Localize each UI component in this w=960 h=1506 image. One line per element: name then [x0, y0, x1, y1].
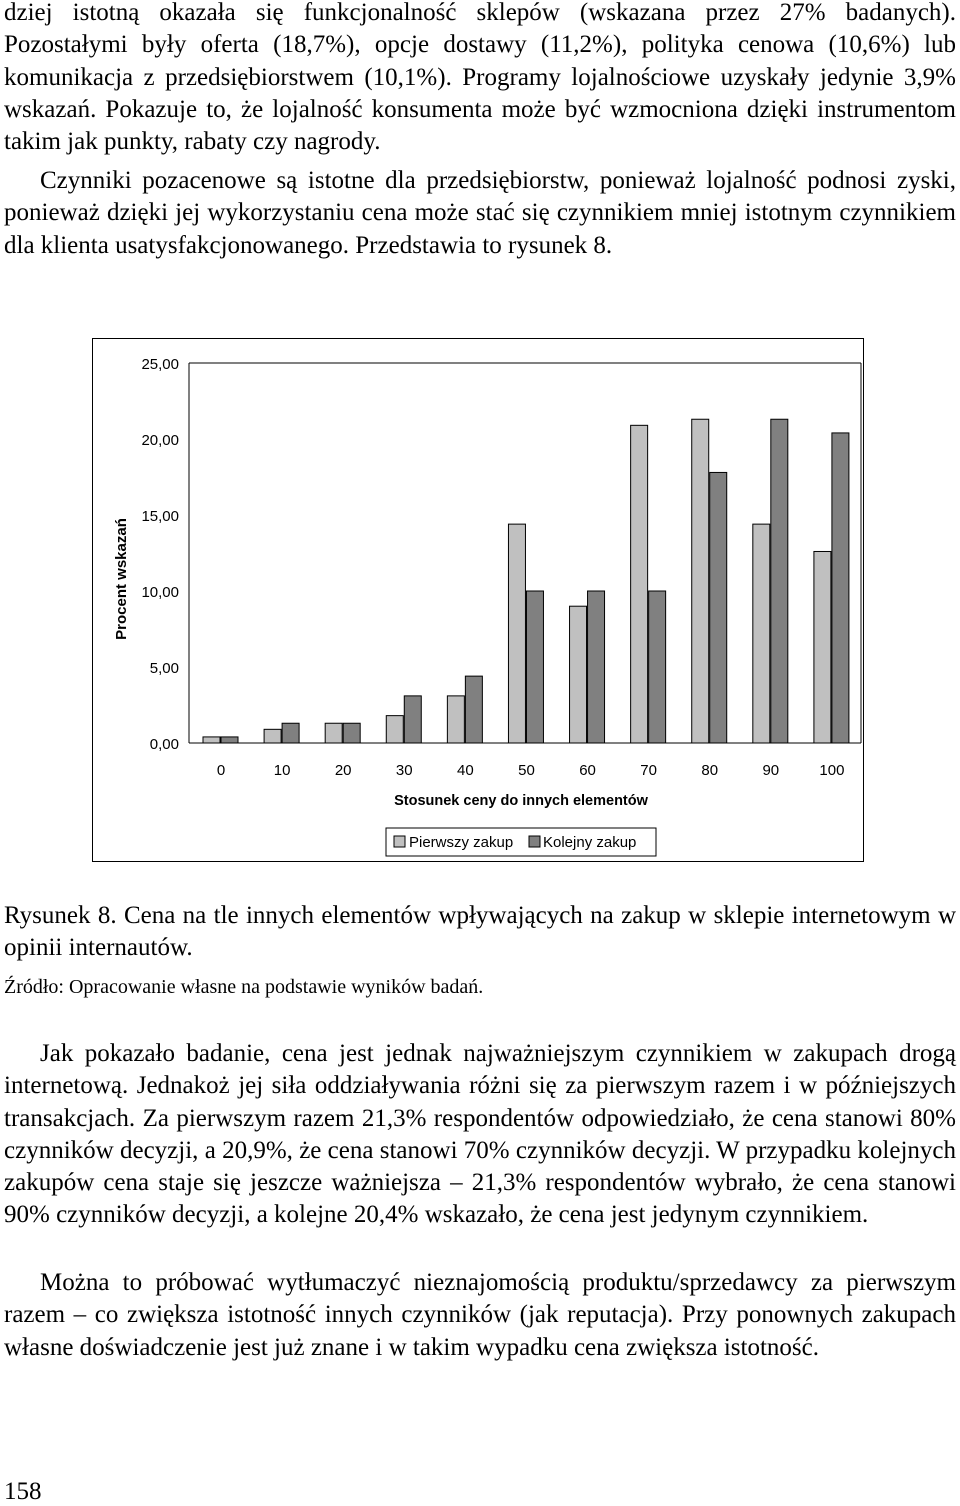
bar-next-90	[771, 419, 788, 743]
bar-next-100	[832, 433, 849, 743]
bar-first-10	[264, 729, 281, 743]
x-tick-label: 10	[273, 762, 291, 779]
bar-chart	[93, 339, 863, 861]
x-axis-label: Stosunek ceny do innych elementów	[394, 793, 648, 809]
paragraph-4: Można to próbować wytłumaczyć nieznajomością produktu/sprzedawcy za pierwszym razem – co zwiększa istotność innych czynników (jak reputacja). Przy ponownych zakupach własne doświadczenie jest już znane i w takim wypadku cena zwiększa istotność.	[4, 1269, 956, 1361]
y-tick-label: 15,00	[141, 508, 179, 525]
y-tick-label: 10,00	[141, 584, 179, 601]
bar-next-10	[282, 723, 299, 743]
legend-swatch-first	[394, 836, 405, 847]
x-tick-label: 30	[395, 762, 413, 779]
x-tick-label: 100	[819, 762, 845, 779]
legend-label-first: Pierwszy zakup	[409, 834, 514, 851]
bar-first-30	[386, 716, 403, 743]
bar-next-30	[404, 696, 421, 743]
bar-first-100	[814, 551, 831, 743]
bar-next-50	[526, 591, 543, 743]
bar-first-70	[631, 425, 648, 743]
x-tick-label: 90	[762, 762, 780, 779]
figure-source: Źródło: Opracowanie własne na podstawie wyników badań.	[4, 976, 484, 998]
bar-first-0	[203, 737, 220, 743]
bar-next-70	[649, 591, 666, 743]
bar-first-60	[570, 606, 587, 743]
bar-first-20	[325, 723, 342, 743]
x-tick-label: 60	[579, 762, 596, 779]
legend-swatch-next	[529, 836, 540, 847]
paragraph-3: Jak pokazało badanie, cena jest jednak najważniejszym czynnikiem w zakupach drogą internetową. Jednakoż jej siła oddziaływania różni się za pierwszym razem i w późniejszych transakcjach. Za pierwszym razem 21,3% respondentów odpowiedziało, że cena stanowi 80% czynników decyzji, a 20,9%, że cena stanowi 70% czynników decyzji. W przypadku kolejnych zakupów cena staje się jeszcze ważniejsza – 21,3% respondentów wybrało, że cena stanowi 90% czynników decyzji, a kolejne 20,4% wskazało, że cena jest jedynym czynnikiem.	[4, 1040, 956, 1229]
bar-next-80	[710, 472, 727, 743]
bar-next-60	[588, 591, 605, 743]
x-tick-label: 20	[334, 762, 352, 779]
bar-first-50	[508, 524, 525, 743]
y-tick-label: 25,00	[141, 356, 179, 373]
bar-next-20	[343, 723, 360, 743]
y-axis-label: Procent wskazań	[113, 518, 130, 640]
bar-next-40	[465, 676, 482, 743]
figure-8-chart	[92, 338, 864, 862]
page-number: 158	[4, 1478, 42, 1505]
x-tick-label: 80	[701, 762, 719, 779]
bar-first-40	[447, 696, 464, 743]
bar-next-0	[221, 737, 238, 743]
paragraph-2: Czynniki pozacenowe są istotne dla przedsiębiorstw, ponieważ lojalność podnosi zyski, ponieważ dzięki jej wykorzystaniu cena może stać się czynnikiem mniej istotnym czynnikiem dla klienta usatysfakcjonowanego. Przedstawia to rysunek 8.	[4, 167, 956, 259]
bar-first-80	[692, 419, 709, 743]
x-tick-label: 70	[640, 762, 657, 779]
y-tick-label: 5,00	[149, 660, 179, 677]
bar-first-90	[753, 524, 770, 743]
x-tick-label: 40	[457, 762, 474, 779]
legend-label-next: Kolejny zakup	[543, 834, 637, 851]
x-tick-label: 50	[518, 762, 535, 779]
y-tick-label: 20,00	[141, 432, 179, 449]
paragraph-1: dziej istotną okazała się funkcjonalność sklepów (wskazana przez 27% badanych). Pozostałymi były oferta (18,7%), opcje dostawy (11,2%), polityka cenowa (10,6%) lub komunikacja z przedsiębiorstwem (10,1%). Programy lojalnościowe uzyskały jedynie 3,9% wskazań. Pokazuje to, że lojalność konsumenta może być wzmocniona dzięki instrumentom takim jak punkty, rabaty czy nagrody.	[4, 0, 956, 156]
x-tick-label: 0	[216, 762, 226, 779]
y-tick-label: 0,00	[149, 736, 179, 753]
figure-caption: Rysunek 8. Cena na tle innych elementów wpływających na zakup w sklepie internetowym w opinii internautów.	[4, 902, 956, 961]
